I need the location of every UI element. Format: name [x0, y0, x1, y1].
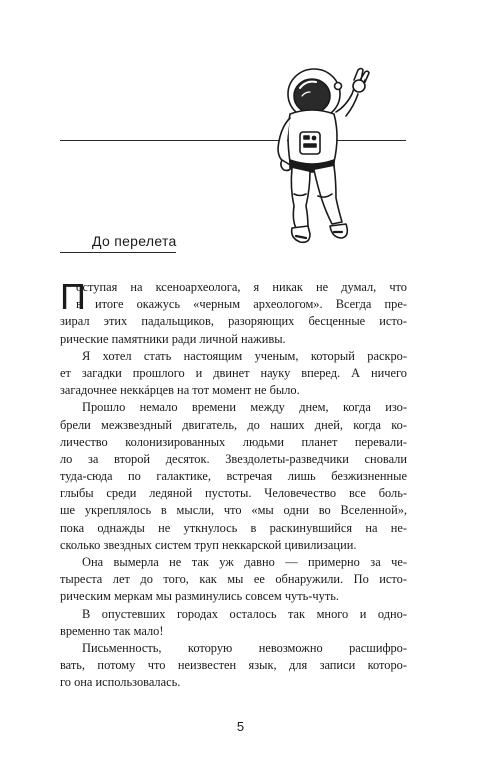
text-line: зирал этих падальщиков, разоряющих бесценные исто-	[60, 314, 407, 329]
text-line: ет загадки прошлого и двинет науку вперед. А ничего	[60, 365, 407, 380]
text-line: загадочнее неккáрцев на тот момент не было.	[60, 383, 300, 398]
text-line: В опустевших городах осталось так много и одно-	[82, 606, 407, 621]
title-underline	[60, 252, 176, 253]
page-number: 5	[236, 719, 245, 734]
text-line: оступая на ксеноархеолога, я никак не думал, что	[76, 280, 407, 294]
text-line: Письменность, которую невозможно расшифро-	[82, 640, 407, 655]
text-line: ше укреплялось в мысли, что «мы одни во Вселенной»,	[60, 503, 407, 518]
text-line: ло за второй десяток. Звездолеты-разведчики сновали	[60, 451, 407, 466]
text-line: сколько звездных систем труп неккарской цивилизации.	[60, 537, 357, 552]
astronaut-icon	[262, 56, 374, 250]
text-line: временно так мало!	[60, 623, 164, 638]
body-text	[60, 276, 407, 692]
text-line: пока однажды не уткнулось в раскинувшийся на не-	[60, 520, 407, 535]
text-line: Прошло немало времени между днем, когда изо-	[82, 400, 407, 415]
text-line: брели межзвездный двигатель, до наших дней, когда ко-	[60, 417, 407, 432]
text-line: го она использовалась.	[60, 675, 181, 690]
text-line: Я хотел стать настоящим ученым, который раскро-	[82, 348, 407, 363]
text-line: рическим меркам мы разминулись совсем чуть-чуть.	[60, 589, 340, 604]
text-line: глыбы среди ледяной пустоты. Человечество все боль-	[60, 486, 407, 501]
chapter-title: До перелета	[92, 233, 177, 249]
text-line: тыреста лет до того, как мы ее обнаружили. По исто-	[60, 572, 407, 587]
text-line: туда-сюда по галактике, встречая лишь безжизненные	[60, 469, 407, 484]
drop-cap: П	[60, 276, 86, 317]
text-line: личество колонизированных людьми планет перевали-	[60, 434, 407, 449]
text-line: вать, потому что неизвестен язык, для записи которо-	[60, 658, 407, 673]
text-line: рические памятники ради личной наживы.	[60, 331, 286, 346]
text-line: Она вымерла не так уж давно — примерно за че-	[82, 555, 407, 569]
text-line: в итоге окажусь «черным археологом». Всегда пре-	[76, 297, 407, 312]
